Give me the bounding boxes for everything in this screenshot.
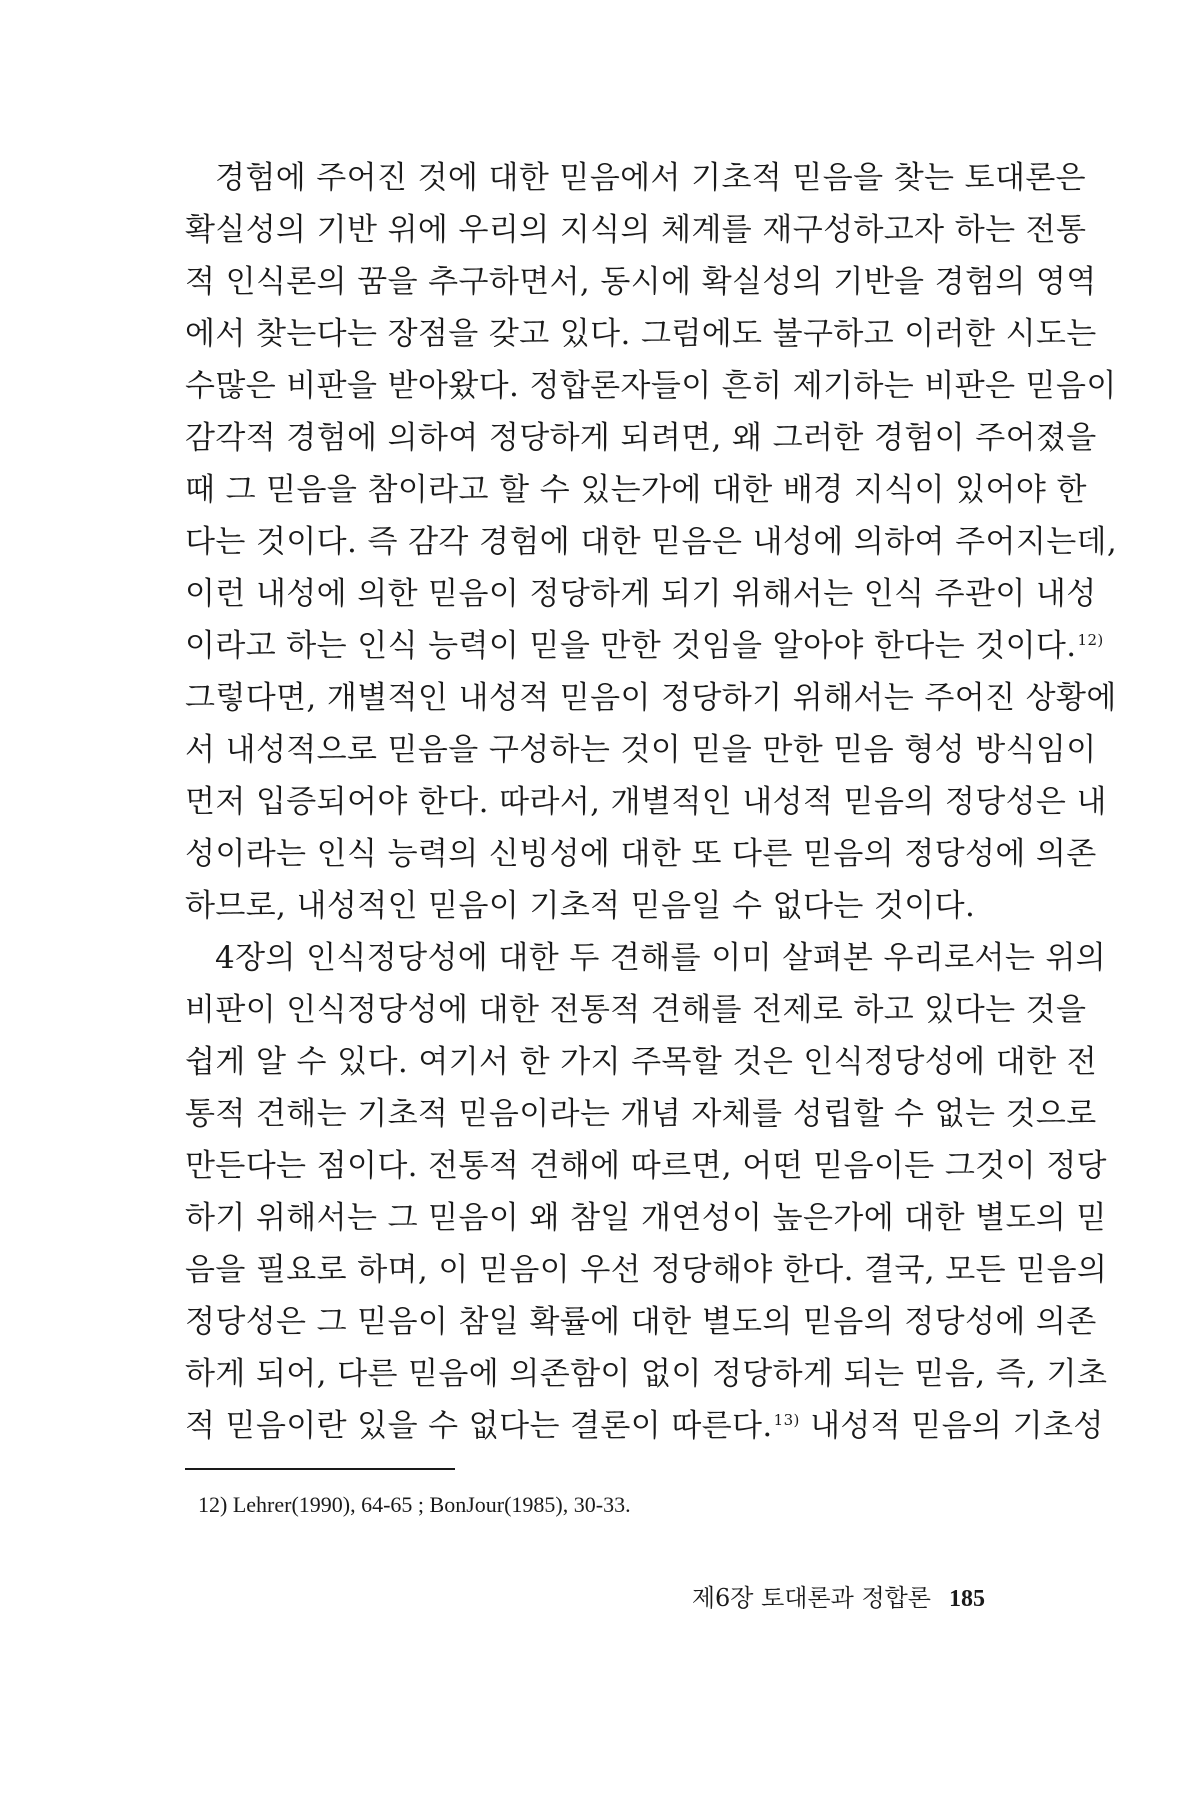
text-line-content: 적 믿음이란 있을 수 없다는 결론이 따른다. (185, 1408, 773, 1444)
text-line (185, 984, 1087, 1036)
body-text (185, 152, 1118, 1452)
text-line (185, 880, 1015, 932)
text-line-content: 하기 위해서는 그 믿음이 왜 참일 개연성이 높은가에 대한 별도의 믿 (185, 1200, 1107, 1236)
text-line (185, 1348, 1108, 1400)
text-line-content: 이런 내성에 의한 믿음이 정당하게 되기 위해서는 인식 주관이 내성 (185, 576, 1097, 612)
text-line-content: 하므로, 내성적인 믿음이 기초적 믿음일 수 없다는 것이다. (185, 888, 976, 924)
text-line (185, 1192, 1107, 1244)
text-line (185, 932, 1107, 984)
text-line (185, 308, 1097, 360)
text-line (185, 1036, 1098, 1088)
text-line (185, 152, 1087, 204)
text-line (185, 568, 1097, 620)
text-line (185, 360, 1117, 412)
text-line (185, 724, 1097, 776)
footnote: 12) Lehrer(1990), 64-65 ; BonJour(1985), 30-33. (198, 1492, 631, 1517)
text-line (185, 1088, 1097, 1140)
text-line-content: 서 내성적으로 믿음을 구성하는 것이 믿을 만한 믿음 형성 방식임이 (185, 732, 1097, 768)
text-line (185, 1244, 1108, 1296)
text-line (185, 1296, 1097, 1348)
footnote-marker: 13) (773, 1410, 800, 1429)
text-line-continuation: 내성적 믿음의 기초성 (799, 1408, 1104, 1444)
footnote-divider (185, 1468, 455, 1470)
text-line (185, 516, 1118, 568)
text-line-content: 만든다는 점이다. 전통적 견해에 따르면, 어떤 믿음이든 그것이 정당 (185, 1148, 1107, 1184)
text-line-content: 쉽게 알 수 있다. 여기서 한 가지 주목할 것은 인식정당성에 대한 전 (185, 1044, 1098, 1080)
text-line-content: 하게 되어, 다른 믿음에 의존함이 없이 정당하게 되는 믿음, 즉, 기초 (185, 1356, 1108, 1392)
page-number: 185 (949, 1586, 985, 1612)
text-line (185, 620, 1104, 672)
running-footer (692, 1583, 985, 1614)
text-line (185, 412, 1097, 464)
text-line-content: 먼저 입증되어야 한다. 따라서, 개별적인 내성적 믿음의 정당성은 내 (185, 784, 1107, 820)
text-line-content: 정당성은 그 믿음이 참일 확률에 대한 별도의 믿음의 정당성에 의존 (185, 1304, 1097, 1340)
text-line-content: 적 인식론의 꿈을 추구하면서, 동시에 확실성의 기반을 경험의 영역 (185, 264, 1097, 300)
text-line-content: 에서 찾는다는 장점을 갖고 있다. 그럼에도 불구하고 이러한 시도는 (185, 316, 1097, 352)
text-line-content: 때 그 믿음을 참이라고 할 수 있는가에 대한 배경 지식이 있어야 한 (185, 472, 1087, 508)
text-line-content: 통적 견해는 기초적 믿음이라는 개념 자체를 성립할 수 없는 것으로 (185, 1096, 1097, 1132)
chapter-title: 제6장 토대론과 정합론 (691, 1584, 931, 1612)
text-line-content: 음을 필요로 하며, 이 믿음이 우선 정당해야 한다. 결국, 모든 믿음의 (185, 1252, 1108, 1288)
text-line-content: 성이라는 인식 능력의 신빙성에 대한 또 다른 믿음의 정당성에 의존 (185, 836, 1097, 872)
text-line-content: 경험에 주어진 것에 대한 믿음에서 기초적 믿음을 찾는 토대론은 (215, 160, 1087, 196)
text-line-content: 4장의 인식정당성에 대한 두 견해를 이미 살펴본 우리로서는 위의 (215, 940, 1107, 976)
text-line-content: 비판이 인식정당성에 대한 전통적 견해를 전제로 하고 있다는 것을 (185, 992, 1087, 1028)
text-line (185, 1140, 1107, 1192)
text-line (185, 672, 1117, 724)
text-line (185, 1400, 1104, 1452)
footnote-marker: 12) (1077, 630, 1104, 649)
text-line (185, 204, 1087, 256)
text-line-content: 확실성의 기반 위에 우리의 지식의 체계를 재구성하고자 하는 전통 (185, 212, 1087, 248)
text-line-content: 감각적 경험에 의하여 정당하게 되려면, 왜 그러한 경험이 주어졌을 (185, 420, 1097, 456)
text-line-content: 다는 것이다. 즉 감각 경험에 대한 믿음은 내성에 의하여 주어지는데, (185, 524, 1118, 560)
text-line (185, 464, 1087, 516)
text-line-content: 이라고 하는 인식 능력이 믿을 만한 것임을 알아야 한다는 것이다. (185, 628, 1077, 664)
text-line (185, 776, 1107, 828)
text-line (185, 828, 1097, 880)
text-line (185, 256, 1097, 308)
text-line-content: 수많은 비판을 받아왔다. 정합론자들이 흔히 제기하는 비판은 믿음이 (185, 368, 1117, 404)
text-line-content: 그렇다면, 개별적인 내성적 믿음이 정당하기 위해서는 주어진 상황에 (185, 680, 1117, 716)
